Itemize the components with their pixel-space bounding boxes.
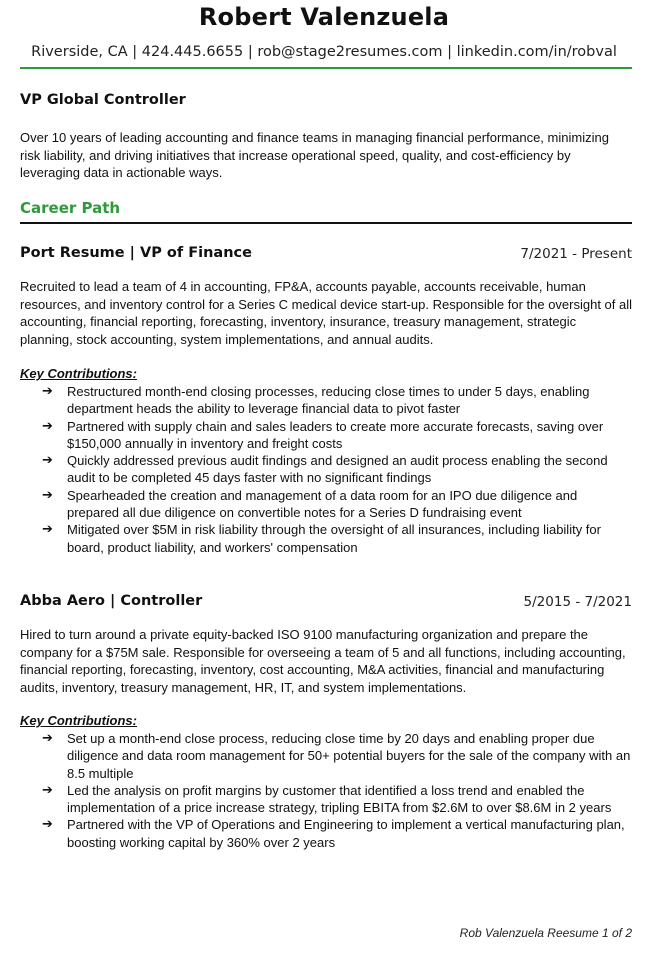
bullet-text: Quickly addressed previous audit findings and designed an audit process enabling the second audit to be completed 45 days faster with no significant findings xyxy=(67,453,608,486)
arrow-right-icon: ➔ xyxy=(42,384,53,399)
list-item xyxy=(20,730,632,782)
section-divider xyxy=(20,222,632,224)
list-item xyxy=(20,452,632,487)
key-contributions-label: Key Contributions: xyxy=(20,713,137,728)
summary-paragraph: Over 10 years of leading accounting and finance teams in managing financial performance, minimizing risk liability, and driving initiatives that increase operational speed, quality, and cost-efficiency by leveraging data in actionable ways. xyxy=(20,130,609,180)
list-item xyxy=(20,383,632,418)
arrow-right-icon: ➔ xyxy=(42,418,53,434)
job-dates: 5/2015 - 7/2021 xyxy=(523,594,632,610)
key-contributions-label: Key Contributions: xyxy=(20,366,137,381)
bullet-text: Partnered with supply chain and sales leaders to create more accurate forecasts, saving over $150,000 annually in inventory and freight costs xyxy=(67,418,604,451)
header-divider xyxy=(20,67,632,69)
contact-line: Riverside, CA | 424.445.6655 | rob@stage2resumes.com | linkedin.com/in/robval xyxy=(31,44,617,60)
job-description: Recruited to lead a team of 4 in accounting, FP&A, accounts payable, accounts receivable, human resources, and inventory control for a Series C medical device start-up. Responsible for the oversight of all accounting, financial reporting, forecasting, inventory, insurance, treasury management, strategic planning, stock accounting, system implementations, and annual audits. xyxy=(20,279,633,347)
bullet-text: Partnered with the VP of Operations and Engineering to implement a vertical manufacturing plan, boosting working capital by 360% over 2 years xyxy=(67,817,625,850)
bullet-text: Set up a month-end close process, reducing close time by 20 days and enabling proper due diligence and data room management for 50+ potential buyers for the sale of the company with an 8.5 multiple xyxy=(67,731,631,781)
arrow-right-icon: ➔ xyxy=(42,731,53,746)
contribution-list xyxy=(20,383,632,556)
arrow-right-icon: ➔ xyxy=(42,522,53,538)
list-item xyxy=(20,487,632,522)
arrow-right-icon: ➔ xyxy=(42,817,53,833)
headline-title: VP Global Controller xyxy=(20,92,186,108)
job-dates: 7/2021 - Present xyxy=(520,246,632,262)
section-title-career-path: Career Path xyxy=(20,199,121,217)
contribution-list xyxy=(20,730,632,851)
list-item xyxy=(20,816,632,851)
arrow-right-icon: ➔ xyxy=(42,487,53,503)
job-title: Port Resume | VP of Finance xyxy=(20,245,252,261)
page-footer: Rob Valenzuela Reesume 1 of 2 xyxy=(459,926,632,940)
list-item xyxy=(20,418,632,453)
arrow-right-icon: ➔ xyxy=(42,453,53,469)
candidate-name: Robert Valenzuela xyxy=(198,3,450,31)
arrow-right-icon: ➔ xyxy=(42,782,53,798)
list-item xyxy=(20,782,632,817)
list-item xyxy=(20,521,632,556)
bullet-text: Mitigated over $5M in risk liability through the oversight of all insurances, including liability for board, product liability, and workers' compensation xyxy=(67,522,601,555)
job-description: Hired to turn around a private equity-backed ISO 9100 manufacturing organization and prepare the company for a $75M sale. Responsible for overseeing a team of 5 and all functions, including accounting, financial reporting, forecasting, inventory, cost accounting, M&A activities, financial and manufacturing audits, inventory, treasury management, HR, IT, and system implementations. xyxy=(20,627,626,695)
job-title: Abba Aero | Controller xyxy=(20,593,203,609)
bullet-text: Restructured month-end closing processes, reducing close times to under 5 days, enabling department heads the ability to leverage financial data to pivot faster xyxy=(67,384,590,417)
bullet-text: Spearheaded the creation and management of a data room for an IPO due diligence and prepared all due diligence on convertible notes for a Series D fundraising event xyxy=(67,487,578,521)
bullet-text: Led the analysis on profit margins by customer that identified a loss trend and enabled the implementation of a price increase strategy, tripling EBITA from $2.6M to over $8.6M in 2 years xyxy=(67,782,612,816)
